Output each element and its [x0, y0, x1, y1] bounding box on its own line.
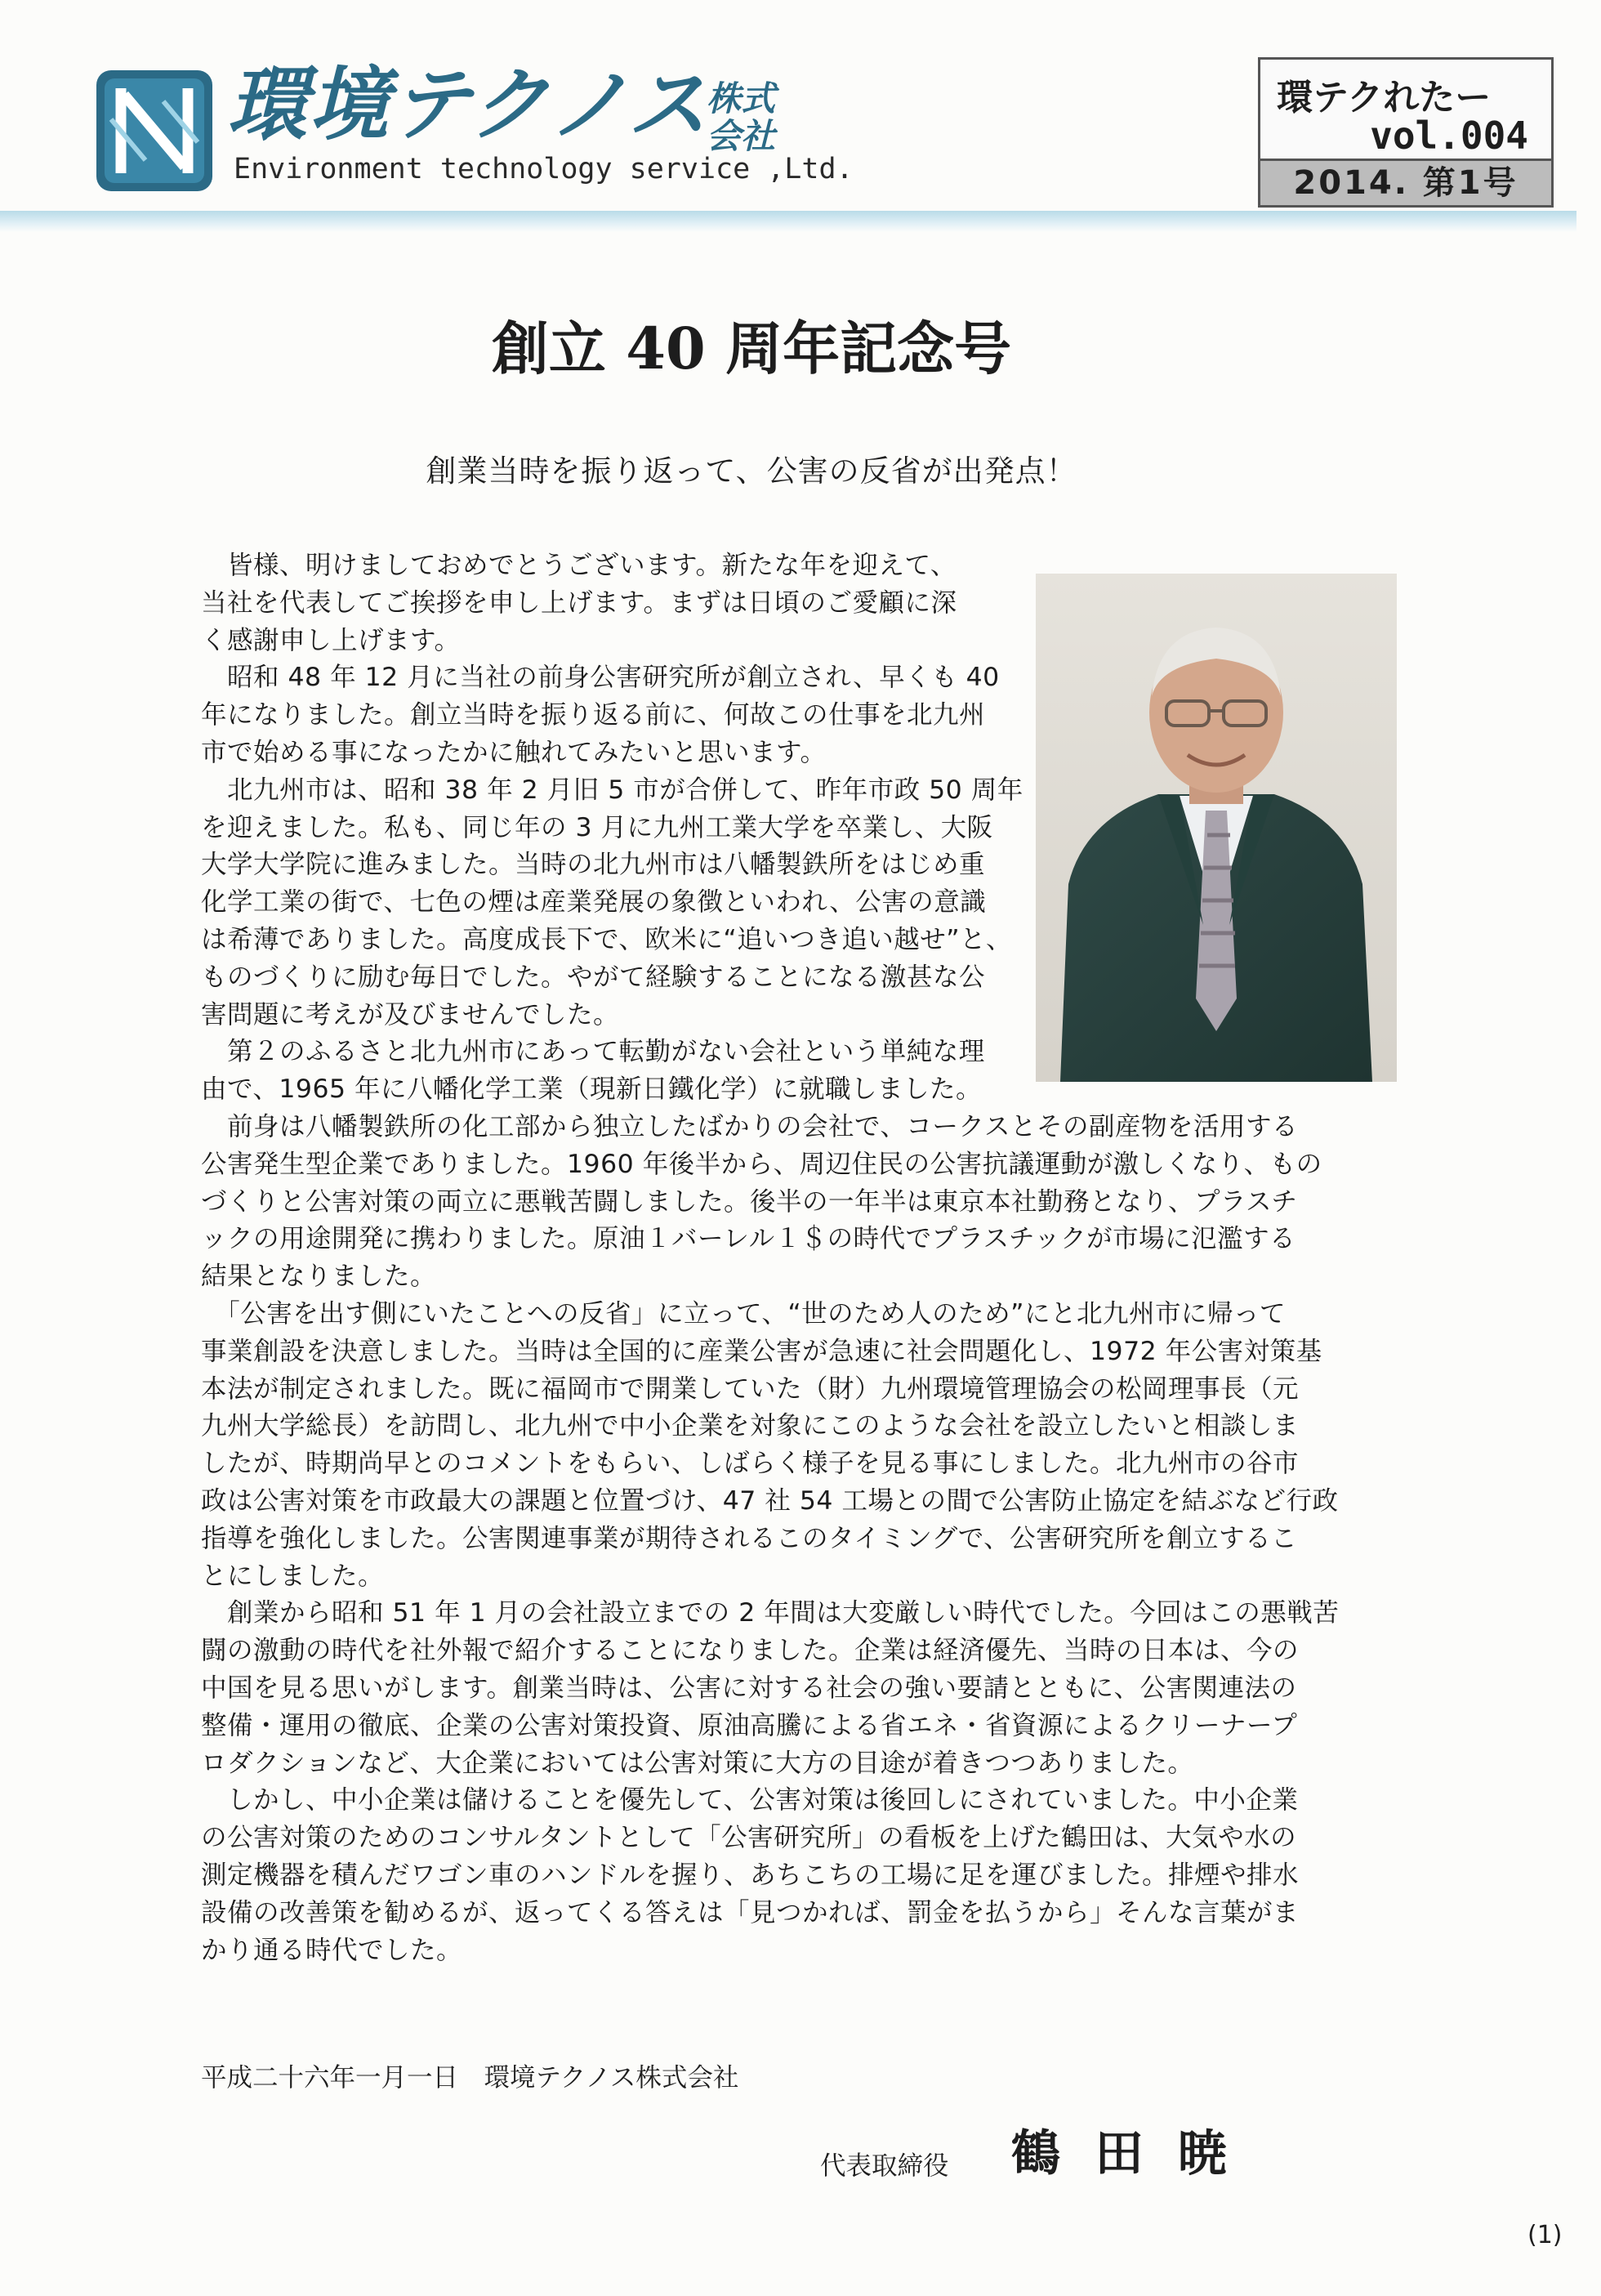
newsletter-title: 環テクれたー [1277, 77, 1492, 118]
signature-role: 代表取締役 [820, 2151, 949, 2181]
article-line: 前身は八幡製鉄所の化工部から独立したばかりの会社で、コークスとその副産物を活用する [201, 1112, 1299, 1141]
article-line: 整備・運用の徹底、企業の公害対策投資、原油高騰による省エネ・省資源によるクリーナープ [201, 1710, 1298, 1740]
page-number: (1) [1527, 2221, 1563, 2249]
company-type-line-2: 会社 [706, 116, 775, 156]
article-line: 政は公害対策を市政最大の課題と位置づけ、47 社 54 工場との間で公害防止協定を結ぶなど行政 [201, 1486, 1339, 1516]
article-line: 事業創設を決意しました。当時は全国的に産業公害が急速に社会問題化し、1972 年公害対策基 [201, 1336, 1322, 1366]
article-line: 「公害を出す側にいたことへの反省」に立って、“世のため人のため”にと北九州市に帰って [201, 1299, 1287, 1329]
article-line: したが、時期尚早とのコメントをもらい、しばらく様子を見る事にしました。北九州市の谷市 [201, 1449, 1300, 1479]
article-line: 第２のふるさと北九州市にあって転勤がない会社という単純な理 [201, 1037, 985, 1067]
article-subtitle: 創業当時を振り返って、公害の反省が出発点！ [426, 453, 1077, 489]
newsletter-badge [1258, 57, 1554, 208]
article-title: 創立 40 周年記念号 [491, 315, 1012, 382]
newsletter-issue: 2014. 第1号 [1260, 159, 1551, 205]
article-line: 北九州市は、昭和 38 年 2 月旧 5 市が合併して、昨年市政 50 周年 [201, 775, 1023, 805]
newsletter-volume: vol.004 [1370, 114, 1528, 158]
article-line: 本法が制定されました。既に福岡市で開業していた（財）九州環境管理協会の松岡理事長（元 [201, 1374, 1300, 1404]
logo-mark-icon [96, 70, 212, 191]
article-line: 九州大学総長）を訪問し、北九州で中小企業を対象にこのような会社を設立したいと相談しま [201, 1411, 1300, 1441]
article-line: 市で始める事になったかに触れてみたいと思います。 [201, 738, 827, 767]
article-line: 創業から昭和 51 年 1 月の会社設立までの 2 年間は大変厳しい時代でした。今回はこの悪戦苦 [201, 1598, 1340, 1628]
article-line: 設備の改善策を勧めるが、返ってくる答えは「見つかれば、罰金を払うから」そんな言葉がま [201, 1897, 1300, 1927]
article-line: 年になりました。創立当時を振り返る前に、何故この仕事を北九州 [201, 700, 986, 730]
article-line: 指導を強化しました。公害関連事業が期待されるこのタイミングで、公害研究所を創立するこ [201, 1523, 1298, 1553]
article-line: ックの用途開発に携わりました。原油１バーレル１＄の時代でプラスチックが市場に氾濫する [201, 1224, 1296, 1254]
article-line: 大学大学院に進みました。当時の北九州市は八幡製鉄所をはじめ重 [201, 850, 986, 880]
issue-date-company: 平成二十六年一月一日 環境テクノス株式会社 [201, 2063, 739, 2093]
article-line: しかし、中小企業は儲けることを優先して、公害対策は後回しにされていました。中小企業 [201, 1785, 1299, 1816]
company-type-label [696, 80, 786, 155]
article-line: 測定機器を積んだワゴン車のハンドルを握り、あちこちの工場に足を運びました。排煙や排水 [201, 1860, 1300, 1890]
article-line: 化学工業の街で、七色の煙は産業発展の象徴といわれ、公害の意識 [201, 887, 987, 918]
article-line: 昭和 48 年 12 月に当社の前身公害研究所が創立され、早くも 40 [201, 663, 1000, 693]
article-line: 由で、1965 年に八幡化学工業（現新日鐵化学）に就職しました。 [201, 1074, 983, 1105]
article-line: 中国を見る思いがします。創業当時は、公害に対する社会の強い要請とともに、公害関連法の [201, 1673, 1297, 1703]
portrait-illustration [1036, 574, 1397, 1082]
article-line: 結果となりました。 [201, 1262, 437, 1292]
company-name-en: Environment technology service ,Ltd. [234, 153, 854, 185]
signature-name: 鶴田暁 [1011, 2125, 1261, 2182]
article-line: ロダクションなど、大企業においては公害対策に大方の目途が着きつつありました。 [201, 1748, 1194, 1778]
president-portrait [1036, 574, 1397, 1082]
article-line: 当社を代表してご挨拶を申し上げます。まずは日頃のご愛顧に深 [201, 587, 957, 618]
company-type-line-1: 株式 [706, 78, 775, 118]
article-line: を迎えました。私も、同じ年の 3 月に九州工業大学を卒業し、大阪 [201, 812, 993, 842]
article-line: 公害発生型企業でありました。1960 年後半から、周辺住民の公害抗議運動が激しくなり、もの [201, 1149, 1322, 1179]
article-line: の公害対策のためのコンサルタントとして「公害研究所」の看板を上げた鶴田は、大気や水の [201, 1823, 1297, 1853]
article-line: づくりと公害対策の両立に悪戦苦闘しました。後半の一年半は東京本社勤務となり、プラスチ [201, 1186, 1298, 1217]
article-line: 闘の激動の時代を社外報で紹介することになりました。企業は経済優先、当時の日本は、今の [201, 1636, 1300, 1666]
article-line: は希薄でありました。高度成長下で、欧米に“追いつき追い越せ”と、 [201, 925, 1013, 954]
article-line: かり通る時代でした。 [201, 1935, 463, 1965]
article-line: 害問題に考えが及びませんでした。 [201, 999, 620, 1030]
article-line: 皆様、明けましておめでとうございます。新たな年を迎えて、 [201, 551, 957, 580]
article-line: とにしました。 [201, 1561, 385, 1591]
company-name-jp: 環境テクノス [227, 59, 710, 152]
company-logo-mark [96, 70, 212, 191]
article-line: ものづくりに励む毎日でした。やがて経験することになる激甚な公 [201, 962, 986, 992]
header-divider-band [0, 211, 1576, 232]
article-line: く感謝申し上げます。 [201, 625, 461, 655]
